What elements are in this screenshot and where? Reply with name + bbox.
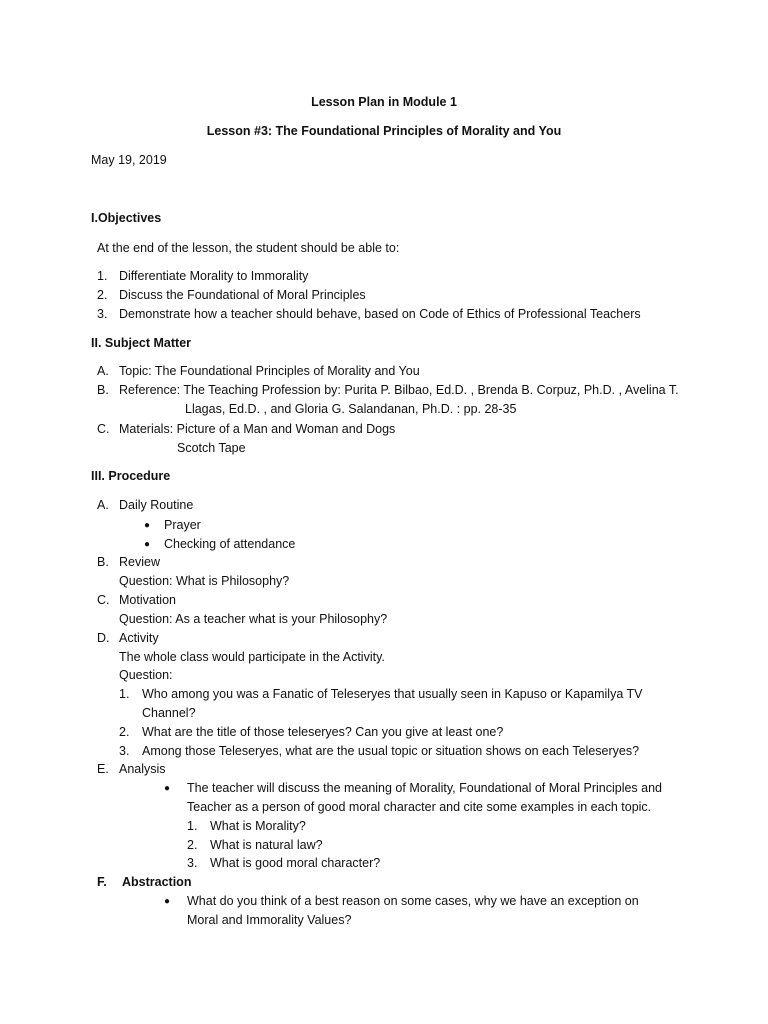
objective-item: Demonstrate how a teacher should behave, based on Code of Ethics of Professional Teachers bbox=[119, 307, 641, 321]
objective-item: Discuss the Foundational of Moral Principles bbox=[119, 288, 366, 302]
list-letter: C. bbox=[97, 593, 110, 607]
list-letter: B. bbox=[97, 555, 109, 569]
subject-matter-heading: II. Subject Matter bbox=[91, 336, 192, 350]
analysis-number: 3. bbox=[187, 856, 198, 870]
routine-item: Checking of attendance bbox=[164, 537, 296, 551]
section-label: Activity bbox=[119, 631, 159, 645]
list-letter: A. bbox=[97, 498, 109, 512]
activity-question: What are the title of those teleseryes? Can you give at least one? bbox=[142, 725, 504, 739]
section-label: Review bbox=[119, 555, 160, 569]
objective-item: Differentiate Morality to Immorality bbox=[119, 269, 309, 283]
procedure-heading: III. Procedure bbox=[91, 469, 171, 483]
question-label: Question: bbox=[119, 668, 173, 682]
list-letter: E. bbox=[97, 762, 109, 776]
bullet-icon: ● bbox=[144, 520, 151, 531]
objectives-intro: At the end of the lesson, the student should be able to: bbox=[97, 241, 400, 255]
abstraction-text: Moral and Immorality Values? bbox=[187, 913, 352, 927]
analysis-number: 2. bbox=[187, 838, 198, 852]
objective-number: 2. bbox=[97, 288, 108, 302]
section-label: Daily Routine bbox=[119, 498, 194, 512]
reference-line: Reference: The Teaching Profession by: Purita P. Bilbao, Ed.D. , Brenda B. Corpuz, Ph.D. , Avelina T. bbox=[119, 383, 679, 397]
materials-line: Materials: Picture of a Man and Woman and Dogs bbox=[119, 422, 396, 436]
reference-line: Llagas, Ed.D. , and Gloria G. Salandanan, Ph.D. : pp. 28-35 bbox=[185, 402, 517, 416]
document-title: Lesson Plan in Module 1 bbox=[311, 95, 457, 109]
routine-item: Prayer bbox=[164, 518, 201, 532]
analysis-question: What is Morality? bbox=[210, 819, 306, 833]
bullet-icon: ● bbox=[164, 896, 171, 907]
activity-number: 1. bbox=[119, 687, 130, 701]
analysis-text: The teacher will discuss the meaning of Morality, Foundational of Moral Principles and bbox=[187, 781, 662, 795]
list-letter: C. bbox=[97, 422, 110, 436]
activity-question: Channel? bbox=[142, 706, 196, 720]
section-label: Abstraction bbox=[122, 875, 192, 889]
list-letter: A. bbox=[97, 364, 109, 378]
activity-question: Who among you was a Fanatic of Teleseryes that usually seen in Kapuso or Kapamilya TV bbox=[142, 687, 643, 701]
bullet-icon: ● bbox=[144, 539, 151, 550]
list-letter: F. bbox=[97, 875, 107, 889]
objectives-heading: I.Objectives bbox=[91, 211, 162, 225]
analysis-number: 1. bbox=[187, 819, 198, 833]
materials-line: Scotch Tape bbox=[177, 441, 246, 455]
analysis-text: Teacher as a person of good moral character and cite some examples in each topic. bbox=[187, 800, 652, 814]
activity-number: 2. bbox=[119, 725, 130, 739]
objective-number: 3. bbox=[97, 307, 108, 321]
question-line: Question: What is Philosophy? bbox=[119, 574, 290, 588]
activity-number: 3. bbox=[119, 744, 130, 758]
abstraction-text: What do you think of a best reason on some cases, why we have an exception on bbox=[187, 894, 639, 908]
question-line: Question: As a teacher what is your Philosophy? bbox=[119, 612, 388, 626]
objective-number: 1. bbox=[97, 269, 108, 283]
activity-description: The whole class would participate in the Activity. bbox=[119, 650, 385, 664]
section-label: Motivation bbox=[119, 593, 176, 607]
activity-question: Among those Teleseryes, what are the usual topic or situation shows on each Teleseryes? bbox=[142, 744, 640, 758]
bullet-icon: ● bbox=[164, 783, 171, 794]
lesson-title: Lesson #3: The Foundational Principles of Morality and You bbox=[206, 124, 562, 138]
section-label: Analysis bbox=[119, 762, 166, 776]
topic-line: Topic: The Foundational Principles of Morality and You bbox=[119, 364, 420, 378]
analysis-question: What is natural law? bbox=[210, 838, 323, 852]
list-letter: D. bbox=[97, 631, 110, 645]
list-letter: B. bbox=[97, 383, 109, 397]
lesson-date: May 19, 2019 bbox=[91, 153, 167, 167]
analysis-question: What is good moral character? bbox=[210, 856, 381, 870]
